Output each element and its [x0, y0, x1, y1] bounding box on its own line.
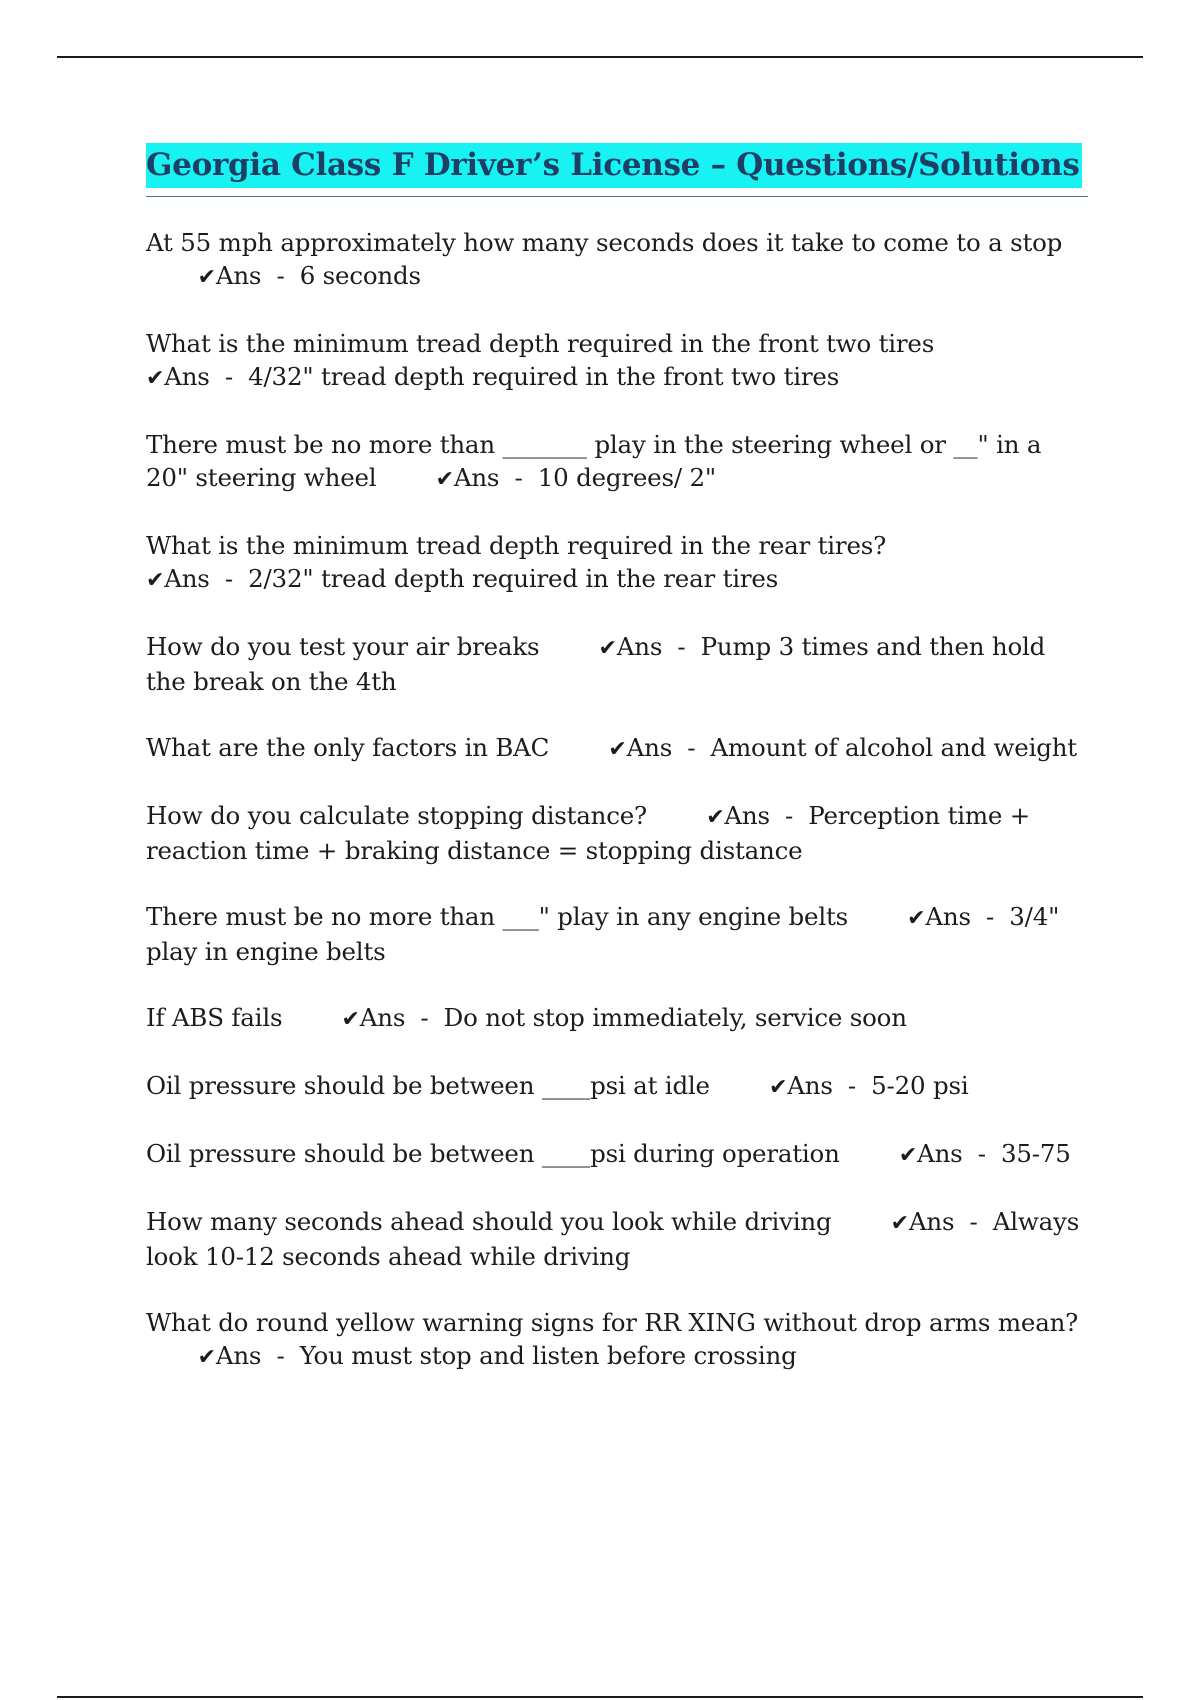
question-text: What is the minimum tread depth required in the rear tires?	[146, 531, 887, 560]
question-text: There must be no more than _______ play in the steering wheel or __" in a 20" steering wheel	[146, 430, 1042, 492]
qa-list	[146, 226, 1086, 1407]
checkmark-icon: ✔	[907, 906, 926, 931]
answer-prefix: Ans -	[908, 1207, 993, 1236]
answer-prefix: Ans -	[215, 261, 300, 290]
checkmark-icon: ✔	[341, 1007, 360, 1032]
answer-prefix: Ans -	[215, 1341, 300, 1370]
title-block	[146, 143, 1088, 197]
answer-prefix: Ans -	[626, 733, 711, 762]
checkmark-icon: ✔	[898, 1143, 918, 1168]
answer-text: 10 degrees/ 2"	[537, 463, 716, 492]
question-text: What are the only factors in BAC	[146, 733, 550, 762]
qa-item	[146, 731, 1086, 766]
qa-item	[146, 529, 1086, 597]
qa-item	[146, 1306, 1086, 1374]
answer-prefix: Ans -	[164, 564, 249, 593]
qa-item	[146, 900, 1086, 968]
answer-prefix: Ans -	[453, 463, 538, 492]
answer-prefix: Ans -	[724, 801, 809, 830]
answer-prefix: Ans -	[164, 362, 249, 391]
checkmark-icon: ✔	[769, 1075, 788, 1100]
document-title: Georgia Class F Driver’s License – Questions/Solutions	[146, 143, 1082, 188]
question-text: Oil pressure should be between ____psi at idle	[146, 1071, 710, 1100]
answer-prefix: Ans -	[359, 1003, 444, 1032]
answer-prefix: Ans -	[925, 902, 1010, 931]
checkmark-icon: ✔	[197, 1345, 216, 1370]
answer-text: Always look 10-12 seconds ahead while driving	[146, 1207, 1080, 1271]
checkmark-icon: ✔	[146, 366, 165, 391]
qa-item	[146, 327, 1086, 395]
answer-text: Amount of alcohol and weight	[710, 733, 1077, 762]
answer-text: 3/4" play in engine belts	[146, 902, 1060, 966]
qa-item	[146, 428, 1086, 496]
question-text: Oil pressure should be between ____psi during operation	[146, 1139, 840, 1168]
question-text: How do you calculate stopping distance?	[146, 801, 647, 830]
qa-item	[146, 630, 1086, 698]
question-text: How do you test your air breaks	[146, 632, 540, 661]
checkmark-icon: ✔	[598, 636, 617, 661]
page-top-rule	[57, 56, 1143, 58]
page-bottom-rule	[57, 1696, 1143, 1698]
checkmark-icon: ✔	[706, 805, 725, 830]
question-text: How many seconds ahead should you look while driving	[146, 1207, 832, 1236]
qa-item	[146, 1069, 1086, 1104]
qa-item	[146, 1205, 1086, 1273]
answer-text: 2/32" tread depth required in the rear tires	[248, 564, 779, 593]
question-text: If ABS fails	[146, 1003, 283, 1032]
answer-text: 35-75	[1000, 1139, 1071, 1168]
qa-item	[146, 226, 1086, 294]
checkmark-icon: ✔	[146, 568, 165, 593]
question-text: There must be no more than ___" play in any engine belts	[146, 902, 848, 931]
question-text: What do round yellow warning signs for RR XING without drop arms mean?	[146, 1308, 1079, 1337]
checkmark-icon: ✔	[890, 1211, 909, 1236]
checkmark-icon: ✔	[435, 467, 454, 492]
answer-prefix: Ans -	[787, 1071, 872, 1100]
answer-prefix: Ans -	[917, 1139, 1001, 1168]
answer-text: Pump 3 times and then hold the break on the 4th	[146, 632, 1046, 696]
checkmark-icon: ✔	[197, 265, 216, 290]
qa-item	[146, 1001, 1086, 1036]
answer-text: 5-20 psi	[871, 1071, 969, 1100]
answer-text: Do not stop immediately, service soon	[443, 1003, 907, 1032]
question-text: What is the minimum tread depth required in the front two tires	[146, 329, 935, 358]
qa-item	[146, 1137, 1086, 1172]
answer-text: Perception time + reaction time + braking distance = stopping distance	[146, 801, 1031, 865]
answer-text: 6 seconds	[299, 261, 421, 290]
checkmark-icon: ✔	[608, 737, 627, 762]
answer-text: You must stop and listen before crossing	[299, 1341, 797, 1370]
question-text: At 55 mph approximately how many seconds does it take to come to a stop	[146, 228, 1063, 257]
qa-item	[146, 799, 1086, 867]
answer-prefix: Ans -	[616, 632, 701, 661]
answer-text: 4/32" tread depth required in the front two tires	[248, 362, 840, 391]
